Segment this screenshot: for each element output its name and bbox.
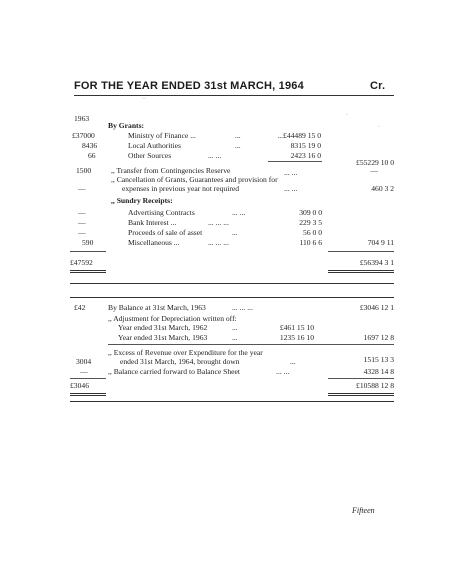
adjustment-year-label: Year ended 31st March, 1962 xyxy=(118,323,208,332)
credit-side-label: Cr. xyxy=(370,80,386,92)
prior-total-double-rule xyxy=(70,270,106,273)
leader-dots: ... ... xyxy=(276,367,290,376)
sundry-total: 704 9 11 xyxy=(367,238,394,247)
leader-dots: ... xyxy=(232,228,238,237)
prior-year-value: 8436 xyxy=(82,141,98,150)
balance-label: By Balance at 31st March, 1963 xyxy=(108,303,206,312)
transfer-label: ,, Transfer from Contingencies Reserve xyxy=(111,166,231,175)
section-divider xyxy=(70,297,394,298)
adjustment-amount: £461 15 10 xyxy=(279,323,314,332)
grant-amount: ...£44489 15 0 xyxy=(277,131,321,140)
sundry-amount: 309 0 0 xyxy=(299,208,322,217)
leader-dots: ... ... xyxy=(232,208,246,217)
leader-dots: ... ... ... xyxy=(208,238,229,247)
sundry-label: Bank Interest ... xyxy=(128,218,177,227)
grant-label: Local Authorities xyxy=(128,141,181,150)
balance-total: £3046 12 1 xyxy=(359,303,394,312)
leader-dots: ... xyxy=(235,141,241,150)
sundry-label: Proceeds of sale of asset xyxy=(128,228,203,237)
prior-year-value: — xyxy=(78,184,86,193)
prior-year-value: 66 xyxy=(88,151,96,160)
leader-dots: ... xyxy=(232,333,238,342)
prior-total-double-rule xyxy=(70,393,106,396)
sundry-amount: 56 0 0 xyxy=(303,228,322,237)
prior-year-total: £3046 xyxy=(70,381,89,390)
adjustment-amount: 1235 16 10 xyxy=(279,333,314,342)
prior-year-value: — xyxy=(78,208,86,217)
leader-dots: ... xyxy=(290,357,296,366)
adjustment-year-label: Year ended 31st March, 1963 xyxy=(118,333,208,342)
grand-total-rule xyxy=(328,251,394,252)
row-rule xyxy=(108,344,394,345)
sundry-label: Miscellaneous ... xyxy=(128,238,180,247)
page-number: Fifteen xyxy=(352,506,375,515)
lower-grand-total: £10588 12 8 xyxy=(356,381,394,390)
prior-year-value: — xyxy=(78,228,86,237)
prior-year-value: 1500 xyxy=(76,166,92,175)
grant-label: Ministry of Finance ... xyxy=(128,131,196,140)
grand-total-double-rule xyxy=(328,393,394,396)
section-divider xyxy=(70,283,394,284)
sundry-heading: ,, Sundry Receipts: xyxy=(111,196,173,205)
upper-grand-total: £56394 3 1 xyxy=(359,258,394,267)
section-divider xyxy=(70,401,394,402)
transfer-total: — xyxy=(370,166,378,175)
leader-dots: ... ... xyxy=(208,151,222,160)
header-rule xyxy=(74,95,394,96)
grand-total-rule xyxy=(328,378,394,379)
cancellation-label: ,, Cancellation of Grants, Guarantees and provision for xyxy=(111,175,278,184)
adjustment-label: ,, Adjustment for Depreciation written off: xyxy=(108,314,237,323)
prior-year-heading: 1963 xyxy=(74,114,90,123)
leader-dots: ... xyxy=(232,323,238,332)
prior-year-value: £37000 xyxy=(72,131,95,140)
leader-dots: ... ... ... xyxy=(208,218,229,227)
leader-dots: ... xyxy=(235,131,241,140)
scan-speck: ·· xyxy=(142,96,146,102)
excess-label-cont: ended 31st March, 1964, brought down xyxy=(120,357,240,366)
carried-forward-total: 4328 14 8 xyxy=(363,367,394,376)
grants-heading: By Grants: xyxy=(108,121,145,130)
prior-year-value: 590 xyxy=(82,238,94,247)
prior-year-value: — xyxy=(78,218,86,227)
leader-dots: ... ... xyxy=(284,184,298,193)
grant-label: Other Sources xyxy=(128,151,172,160)
scan-speck: · xyxy=(378,124,380,130)
page-title: FOR THE YEAR ENDED 31st MARCH, 1964 xyxy=(74,80,304,92)
sundry-amount: 229 3 5 xyxy=(299,218,322,227)
cancellation-total: 460 3 2 xyxy=(371,184,394,193)
prior-year-value: — xyxy=(80,367,88,376)
leader-dots: ... ... xyxy=(284,168,298,177)
grant-amount: 2423 16 0 xyxy=(290,151,321,160)
grant-amount: 8315 19 0 xyxy=(290,141,321,150)
excess-label: ,, Excess of Revenue over Expenditure for the year xyxy=(108,348,263,357)
cancellation-label-cont: expenses in previous year not required xyxy=(122,184,240,193)
leader-dots: ... ... ... xyxy=(232,303,253,312)
prior-year-value: 3004 xyxy=(76,357,92,366)
grand-total-double-rule xyxy=(328,270,394,273)
prior-year-total: £47592 xyxy=(70,258,93,267)
prior-year-value: £42 xyxy=(74,303,86,312)
sundry-label: Advertising Contracts xyxy=(128,208,195,217)
adjustment-total: 1697 12 8 xyxy=(363,333,394,342)
scan-speck: · xyxy=(346,112,348,118)
prior-total-rule xyxy=(70,251,106,252)
prior-total-rule xyxy=(70,378,106,379)
sundry-amount: 110 6 6 xyxy=(299,238,322,247)
carried-forward-label: ,, Balance carried forward to Balance Sheet xyxy=(108,367,240,376)
grants-total: £55229 10 0 xyxy=(356,158,394,167)
subtotal-rule xyxy=(268,161,322,162)
excess-total: 1515 13 3 xyxy=(363,355,394,364)
